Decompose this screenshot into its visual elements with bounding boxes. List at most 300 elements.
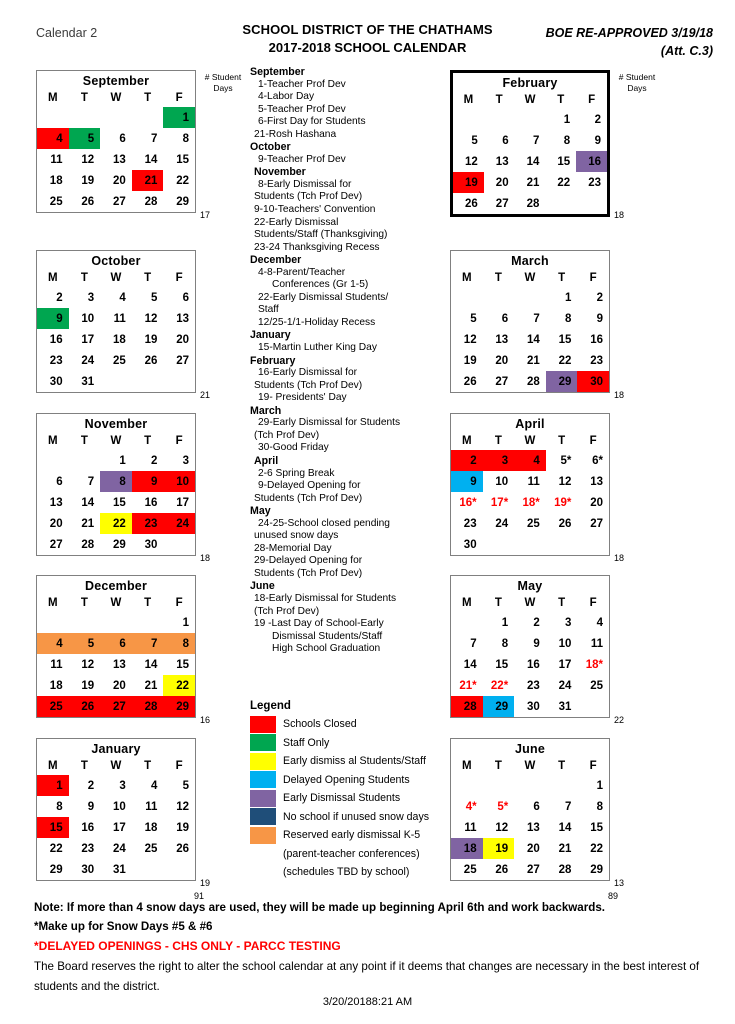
student-days-value: 13 [614,878,625,888]
day-cell[interactable]: 22 [590,842,603,855]
week-row [451,633,609,654]
day-cell[interactable]: 27 [590,517,603,530]
week-row [37,308,195,329]
day-cell[interactable]: 5 [69,128,101,149]
day-cell[interactable]: 7 [564,800,572,813]
day-cell[interactable]: 3 [483,450,515,471]
weekday-header-row [451,432,609,450]
notes-event-line: (Tch Prof Dev) [254,605,320,617]
day-cell[interactable]: 8 [182,132,189,145]
day-cell[interactable]: 6* [592,454,603,467]
day-cell[interactable]: 9 [533,637,540,650]
notes-event-line: 9-Teacher Prof Dev [258,153,346,165]
weekday-header: T [80,596,88,609]
student-days-value: 21 [200,390,211,400]
day-cell[interactable]: 22 [558,354,572,367]
day-cell[interactable]: 6 [100,633,132,654]
day-cell[interactable]: 4 [514,450,546,471]
weekday-header-row [37,89,195,107]
day-cell[interactable]: 13 [495,333,509,346]
day-cell[interactable]: 2 [594,113,601,126]
day-cell[interactable]: 26 [176,842,189,855]
legend-label: Reserved early dismissal K-5 [283,829,421,842]
day-cell[interactable]: 5 [150,291,158,304]
day-cell[interactable]: 1 [564,291,572,304]
day-cell[interactable]: 19 [144,333,158,346]
weekday-header: F [589,759,597,772]
week-row [37,534,195,555]
notes-month-heading: November [254,166,306,179]
day-cell[interactable]: 16* [459,496,477,509]
day-cell[interactable]: 6 [182,291,189,304]
day-cell[interactable]: 2 [451,450,483,471]
day-cell[interactable]: 19 [453,172,484,193]
day-cell[interactable]: 28 [81,538,95,551]
day-cell[interactable]: 8 [564,312,572,325]
day-cell[interactable]: 30 [144,538,158,551]
day-cell[interactable]: 4 [150,779,158,792]
day-cell[interactable]: 1 [182,616,189,629]
day-cell[interactable]: 1 [596,779,603,792]
day-cell[interactable]: 1 [563,113,571,126]
day-cell[interactable]: 3 [119,779,126,792]
day-cell[interactable]: 4 [119,291,126,304]
day-cell[interactable]: 25 [144,842,158,855]
weekday-header-row [453,91,607,109]
day-cell[interactable]: 13 [495,155,509,168]
day-cell[interactable]: 17 [558,658,572,671]
day-cell[interactable]: 8 [163,633,195,654]
week-row [451,287,609,308]
weekday-header: M [48,434,58,447]
day-cell[interactable]: 13 [49,496,63,509]
week-row [37,654,195,675]
week-row [453,130,607,151]
day-cell[interactable]: 23 [590,354,603,367]
day-cell[interactable]: 15 [558,333,572,346]
month-april [450,413,610,556]
day-cell[interactable]: 16 [576,151,607,172]
day-cell[interactable]: 13 [176,312,189,325]
day-cell-empty [577,696,609,717]
notes-event-line: 4-8-Parent/Teacher [258,266,346,278]
month-october [36,250,196,393]
weekday-header: M [462,759,472,772]
day-cell[interactable]: 10 [558,637,572,650]
day-cell[interactable]: 16 [144,496,158,509]
day-cell[interactable]: 21 [81,517,95,530]
day-cell[interactable]: 1 [163,107,195,128]
day-cell[interactable]: 20 [112,174,126,187]
day-cell[interactable]: 23 [526,679,540,692]
day-cell[interactable]: 8 [100,471,132,492]
day-cell[interactable]: 3 [182,454,189,467]
day-cell[interactable]: 12 [558,475,572,488]
week-row [37,612,195,633]
day-cell[interactable]: 20 [112,679,126,692]
day-cell[interactable]: 30 [81,863,95,876]
day-cell[interactable]: 5 [471,134,478,147]
makeup-note: *Make up for Snow Days #5 & #6 [34,920,213,933]
day-cell[interactable]: 5 [182,779,189,792]
day-cell-empty [451,775,483,796]
day-cell[interactable]: 17 [176,496,189,509]
day-cell[interactable]: 25 [590,679,603,692]
day-cell[interactable]: 5* [560,454,572,467]
day-cell[interactable]: 17 [112,821,126,834]
day-cell[interactable]: 13 [526,821,540,834]
day-cell[interactable]: 4 [37,633,69,654]
boe-approval-line1: BOE RE-APPROVED 3/19/18 [545,26,713,40]
day-cell[interactable]: 26 [558,517,572,530]
day-cell[interactable]: 5 [69,633,101,654]
day-cell[interactable]: 28 [451,696,483,717]
day-cell[interactable]: 19* [554,496,572,509]
day-cell[interactable]: 21 [144,679,158,692]
day-cell[interactable]: 27 [495,375,509,388]
week-row [37,191,195,212]
boe-approval [546,24,713,60]
day-cell[interactable]: 11 [113,312,126,325]
student-days-value: 18 [614,553,625,563]
weekday-header: W [110,91,122,104]
day-cell[interactable]: 23 [463,517,477,530]
day-cell[interactable]: 22 [176,174,189,187]
day-cell[interactable]: 20 [526,842,540,855]
day-cell[interactable]: 30 [49,375,63,388]
day-cell[interactable]: 18* [522,496,540,509]
notes-event-line: 15-Martin Luther King Day [258,342,377,354]
day-cell[interactable]: 24 [558,679,572,692]
day-cell[interactable]: 6 [501,312,509,325]
day-cell[interactable]: 30 [463,538,477,551]
day-cell[interactable]: 13 [112,153,126,166]
day-cell[interactable]: 4* [465,800,477,813]
day-cell[interactable]: 11 [50,153,63,166]
day-cell[interactable]: 2 [56,291,63,304]
month-september [36,70,196,213]
day-cell[interactable]: 20 [176,333,189,346]
day-cell[interactable]: 2 [87,779,95,792]
day-cell[interactable]: 29 [483,696,515,717]
day-cell[interactable]: 27 [495,197,509,210]
day-cell[interactable]: 26 [69,696,101,717]
day-cell[interactable]: 7 [532,134,540,147]
notes-event-line: 6-First Day for Students [258,116,366,128]
day-cell[interactable]: 12 [81,658,95,671]
day-cell[interactable]: 1 [501,616,509,629]
month-grid [451,757,609,880]
delayed-openings-note: *DELAYED OPENINGS - CHS ONLY - PARCC TESTING [34,939,341,953]
day-cell[interactable]: 21 [526,176,540,189]
day-cell[interactable]: 4 [37,128,69,149]
day-cell[interactable]: 7 [533,312,540,325]
day-cell[interactable]: 21 [558,842,572,855]
week-row [453,193,607,214]
day-cell[interactable]: 29 [112,538,126,551]
weekday-header: F [589,434,597,447]
day-cell[interactable]: 18 [49,679,63,692]
day-cell[interactable]: 14 [526,333,540,346]
day-cell[interactable]: 12 [463,333,477,346]
day-cell[interactable]: 10 [81,312,95,325]
day-cell[interactable]: 20 [590,496,603,509]
day-cell[interactable]: 19 [81,174,95,187]
legend-color-swatch [250,790,276,807]
weekday-header: M [48,91,58,104]
day-cell[interactable]: 2 [596,291,603,304]
day-cell[interactable]: 14 [81,496,95,509]
day-cell[interactable]: 17 [81,333,95,346]
day-cell[interactable]: 2 [533,616,540,629]
notes-event-line: Students (Tch Prof Dev) [254,492,363,504]
day-cell[interactable]: 21 [132,170,164,191]
day-cell[interactable]: 18* [585,658,603,671]
day-cell[interactable]: 24 [81,354,95,367]
week-row [37,107,195,128]
weekday-header: T [558,759,566,772]
day-cell[interactable]: 16 [590,333,603,346]
day-cell[interactable]: 14 [144,658,158,671]
calendar-label: Calendar 2 [36,26,98,40]
day-cell[interactable]: 21 [526,354,540,367]
notes-event-line: 4-Labor Day [258,91,315,103]
day-cell[interactable]: 27 [176,354,189,367]
day-cell[interactable]: 20 [495,176,509,189]
day-cell-empty [484,109,515,130]
weekday-header: T [495,93,503,106]
student-days-value: 19 [200,878,211,888]
day-cell[interactable]: 7 [150,132,158,145]
day-cell[interactable]: 27 [49,538,63,551]
day-cell[interactable]: 12 [81,153,95,166]
day-cell[interactable]: 14 [463,658,477,671]
day-cell[interactable]: 12 [465,155,478,168]
day-cell-empty [483,534,515,555]
day-cell[interactable]: 29 [49,863,63,876]
day-cell[interactable]: 8 [501,637,509,650]
notes-month-heading: January [250,329,291,342]
day-cell[interactable]: 18 [49,174,63,187]
calendar-year-title: 2017-2018 SCHOOL CALENDAR [268,40,467,55]
legend-item-closed [250,715,450,734]
day-cell[interactable]: 3 [87,291,95,304]
weekday-header-row [451,269,609,287]
day-cell[interactable]: 13 [112,658,126,671]
legend-label: Early Dismissal Students [283,792,401,805]
day-cell[interactable]: 18 [144,821,158,834]
day-cell[interactable]: 15 [37,817,69,838]
day-cell[interactable]: 25 [112,354,126,367]
day-cell[interactable]: 6 [502,134,509,147]
day-cell[interactable]: 14 [558,821,572,834]
day-cell[interactable]: 20 [49,517,63,530]
day-cell[interactable]: 22 [557,176,571,189]
day-cell[interactable]: 25 [526,517,540,530]
weekday-header: T [144,759,152,772]
day-cell[interactable]: 5 [470,312,477,325]
day-cell-empty [132,859,164,880]
day-cell[interactable]: 22 [163,675,195,696]
month-grid [37,757,195,880]
day-cell[interactable]: 15 [176,658,189,671]
day-cell[interactable]: 15 [176,153,189,166]
day-cell[interactable]: 1 [37,775,69,796]
day-cell[interactable]: 15 [557,155,571,168]
day-cell[interactable]: 22 [49,842,63,855]
day-cell[interactable]: 28 [526,375,540,388]
day-cell[interactable]: 28 [526,197,540,210]
board-disclaimer: The Board reserves the right to alter the school calendar at any point if it deems that changes are necessary in the best interest of students and the district. [34,960,700,993]
day-cell[interactable]: 29 [590,863,603,876]
day-cell[interactable]: 31 [558,700,572,713]
day-cell[interactable]: 12 [144,312,158,325]
day-cell[interactable]: 19 [483,838,515,859]
day-cell[interactable]: 10 [495,475,509,488]
weekday-header: W [110,271,122,284]
day-cell[interactable]: 15 [112,496,126,509]
day-cell[interactable]: 11 [50,658,63,671]
notes-event-line: Conferences (Gr 1-5) [272,279,369,291]
day-cell[interactable]: 27 [100,696,132,717]
day-cell[interactable]: 11 [145,800,158,813]
footer-notes [34,898,706,996]
day-cell[interactable]: 25 [37,696,69,717]
day-cell[interactable]: 23 [588,176,601,189]
day-cell[interactable]: 23 [81,842,95,855]
day-cell[interactable]: 26 [81,195,95,208]
notes-month-heading: October [250,141,291,154]
day-cell[interactable]: 4 [596,616,603,629]
week-row [37,287,195,308]
day-cell-empty [451,287,483,308]
day-cell[interactable]: 25 [49,195,63,208]
day-cell[interactable]: 14 [144,153,158,166]
day-cell[interactable]: 5* [497,800,509,813]
day-cell[interactable]: 15 [590,821,603,834]
weekday-header: W [110,596,122,609]
week-row [451,308,609,329]
day-cell[interactable]: 15 [495,658,509,671]
notes-event-line: 9-10-Teachers' Convention [254,204,376,216]
day-cell[interactable]: 3 [564,616,572,629]
notes-event-line: Students (Tch Prof Dev) [254,379,363,391]
day-cell[interactable]: 30 [577,371,609,392]
day-cell[interactable]: 11 [527,475,540,488]
day-cell[interactable]: 22* [490,679,509,692]
day-cell[interactable]: 27 [112,195,126,208]
day-cell[interactable]: 26 [463,375,477,388]
day-cell[interactable]: 13 [590,475,603,488]
day-cell[interactable]: 1 [119,454,126,467]
day-cell[interactable]: 29 [546,371,578,392]
day-cell[interactable]: 14 [526,155,540,168]
day-cell[interactable]: 16 [49,333,63,346]
weekday-header-row [451,594,609,612]
day-cell[interactable]: 9 [594,134,601,147]
day-cell[interactable]: 8 [596,800,603,813]
day-cell[interactable]: 26 [465,197,478,210]
day-cell[interactable]: 10 [163,471,195,492]
day-cell[interactable]: 24 [495,517,509,530]
day-cell[interactable]: 22 [100,513,132,534]
day-cell[interactable]: 16 [81,821,95,834]
day-cell[interactable]: 31 [112,863,126,876]
day-cell[interactable]: 6 [119,132,126,145]
day-cell[interactable]: 24 [163,513,195,534]
day-cell[interactable]: 24 [112,842,126,855]
day-cell[interactable]: 21* [459,679,477,692]
semester-total-days: 91 [194,891,205,901]
day-cell[interactable]: 12 [176,800,189,813]
notes-event-line: 22-Early Dismissal [254,216,339,228]
day-cell[interactable]: 2 [150,454,158,467]
day-cell[interactable]: 20 [495,354,509,367]
day-cell[interactable]: 6 [533,800,540,813]
day-cell-empty [69,450,101,471]
day-cell-empty [483,287,515,308]
day-cell[interactable]: 27 [526,863,540,876]
day-cell[interactable]: 29 [163,696,195,717]
day-cell[interactable]: 9 [451,471,483,492]
notes-event-line: 29-Early Dismissal for Students [258,417,401,429]
day-cell[interactable]: 19 [463,354,477,367]
day-cell[interactable]: 7 [470,637,477,650]
day-cell[interactable]: 18 [451,838,483,859]
day-cell[interactable]: 31 [81,375,95,388]
weekday-header: T [144,91,152,104]
day-cell[interactable]: 9 [37,308,69,329]
day-cell[interactable]: 23 [49,354,63,367]
day-cell[interactable]: 11 [590,637,603,650]
day-cell[interactable]: 9 [596,312,603,325]
day-cell[interactable]: 29 [176,195,189,208]
day-cell[interactable]: 6 [56,475,63,488]
day-cell[interactable]: 7 [87,475,95,488]
day-cell[interactable]: 30 [526,700,540,713]
day-cell[interactable]: 28 [132,696,164,717]
day-cell[interactable]: 26 [495,863,509,876]
day-cell[interactable]: 12 [495,821,509,834]
day-cell[interactable]: 8 [563,134,571,147]
weekday-header: T [558,596,566,609]
notes-event-line: 5-Teacher Prof Dev [258,103,346,115]
day-cell-empty [514,534,546,555]
day-cell[interactable]: 26 [144,354,158,367]
day-cell[interactable]: 23 [132,513,164,534]
notes-event-line: 12/25-1/1-Holiday Recess [258,316,376,328]
day-cell[interactable]: 19 [81,679,95,692]
day-cell[interactable]: 17* [490,496,509,509]
day-cell[interactable]: 9 [87,800,95,813]
day-cell[interactable]: 7 [132,633,164,654]
day-cell-empty [515,109,546,130]
day-cell[interactable]: 11 [464,821,477,834]
day-cell[interactable]: 25 [463,863,477,876]
day-cell[interactable]: 28 [144,195,158,208]
day-cell[interactable]: 8 [56,800,63,813]
day-cell[interactable]: 16 [526,658,540,671]
month-grid [451,594,609,717]
day-cell[interactable]: 28 [558,863,572,876]
week-row [37,838,195,859]
day-cell[interactable]: 18 [112,333,126,346]
weekday-header: T [494,271,502,284]
day-cell[interactable]: 19 [176,821,189,834]
weekday-header: M [462,271,472,284]
day-cell[interactable]: 9 [132,471,164,492]
day-cell[interactable]: 10 [112,800,126,813]
